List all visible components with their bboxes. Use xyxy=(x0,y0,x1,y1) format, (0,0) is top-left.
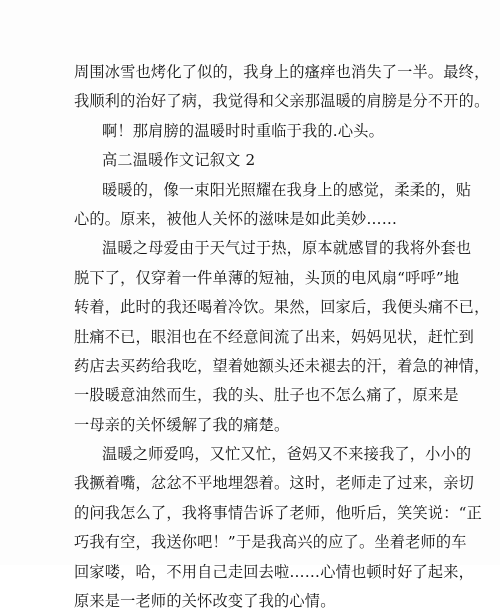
text-line: 肚痛不已，眼泪也在不经意间流了出来，妈妈见状，赶忙到 xyxy=(74,327,475,346)
text-line: 一母亲的关怀缓解了我的痛楚。 xyxy=(74,415,290,434)
text-line: 我顺利的治好了病，我觉得和父亲那温暖的肩膀是分不开的。 xyxy=(74,92,490,111)
text-line: 脱下了，仅穿着一件单薄的短袖，头顶的电风扇“呼呼”地 xyxy=(74,268,460,287)
text-line: 温暖之师爱呜，又忙又忙，爸妈又不来接我了，小小的 xyxy=(102,445,472,464)
text-line: 一股暖意油然而生，我的头、肚子也不怎么痛了，原来是 xyxy=(74,386,459,405)
section-title: 高二温暖作文记叙文 2 xyxy=(102,151,256,170)
text-line: 心的。原来，被他人关怀的滋味是如此美妙…… xyxy=(74,209,398,228)
text-line: 药店去买药给我吃，望着她额头还未褪去的汗，着急的神情， xyxy=(74,356,490,375)
text-line: 转着，此时的我还喝着冷饮。果然，回家后，我便头痛不已， xyxy=(74,298,490,317)
text-line: 巧我有空，我送你吧！”于是我高兴的应了。坐着老师的车 xyxy=(74,533,467,552)
text-line: 的问我怎么了，我将事情告诉了老师，他听后，笑笑说：“正 xyxy=(74,503,483,522)
text-line: 我撅着嘴，忿忿不平地埋怨着。这时，老师走了过来，亲切 xyxy=(74,474,475,493)
text-line: 温暖之母爱由于天气过于热，原本就感冒的我将外套也 xyxy=(102,239,472,258)
text-line: 回家喽，哈，不用自己走回去啦……心情也顿时好了起来， xyxy=(74,562,475,581)
text-line: 原来是一老师的关怀改变了我的心情。 xyxy=(74,592,336,611)
text-line: 周围冰雪也烤化了似的，我身上的瘙痒也消失了一半。最终， xyxy=(74,63,490,81)
text-line: 暖暖的，像一束阳光照耀在我身上的感觉，柔柔的，贴 xyxy=(102,180,472,199)
essay-text xyxy=(74,58,490,616)
text-line: 啊！那肩膀的温暖时时重临于我的.心头。 xyxy=(102,121,385,140)
